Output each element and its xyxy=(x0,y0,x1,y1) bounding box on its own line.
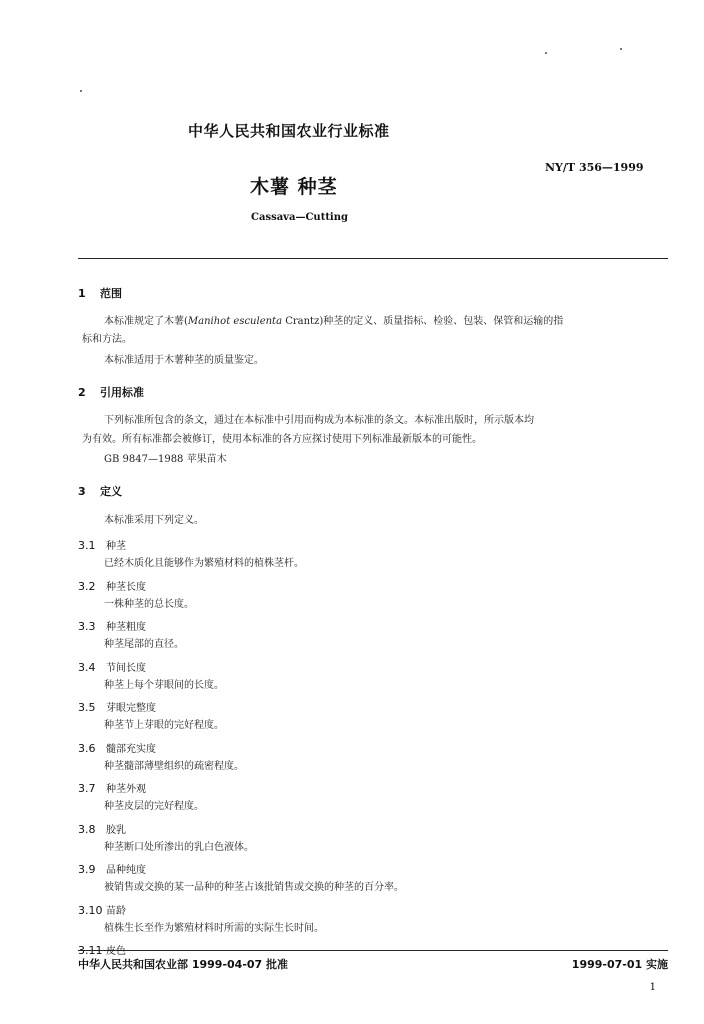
section-number: 3 xyxy=(78,485,86,498)
definition-entry xyxy=(78,575,146,594)
definition-term: 皮色 xyxy=(106,946,126,957)
definition-number: 3.6 xyxy=(78,741,96,755)
definition-body: 已经木质化且能够作为繁殖材料的植株茎杆。 xyxy=(104,558,304,569)
section-title: 引用标准 xyxy=(100,386,144,399)
definition-body: 植株生长至作为繁殖材料时所需的实际生长时间。 xyxy=(104,922,324,934)
scan-speck xyxy=(545,52,547,54)
paragraph: 本标准规定了木薯(Manihot esculenta Crantz)种茎的定义、质量指标、检验、包装、保管和运输的指 xyxy=(104,316,564,327)
standard-number: NY/T 356—1999 xyxy=(545,161,644,174)
section-number: 2 xyxy=(78,386,86,399)
definition-number: 3.9 xyxy=(78,863,96,876)
definition-number: 3.5 xyxy=(78,701,96,714)
definition-number: 3.7 xyxy=(78,782,96,795)
definition-number: 3.4 xyxy=(78,660,96,674)
issuing-organization: 中华人民共和国农业行业标准 xyxy=(188,122,390,140)
document-subtitle: Cassava—Cutting xyxy=(251,212,348,223)
section-number: 1 xyxy=(78,287,86,300)
section-heading xyxy=(78,285,122,301)
definition-entry xyxy=(78,656,146,675)
definition-term: 胶乳 xyxy=(106,824,126,836)
definition-number: 3.2 xyxy=(78,579,96,593)
paragraph: 本标准适用于木薯种茎的质量鉴定。 xyxy=(104,355,264,366)
definition-body: 种茎节上芽眼的完好程度。 xyxy=(104,720,224,731)
definition-body: 种茎髓部薄壁组织的疏密程度。 xyxy=(104,760,244,772)
definition-term: 种茎外观 xyxy=(106,784,146,795)
approval-line: 中华人民共和国农业部 1999-04-07 批准 xyxy=(78,958,289,971)
definition-term: 品种纯度 xyxy=(106,865,146,876)
definition-entry xyxy=(78,777,146,796)
implementation-date: 1999-07-01 实施 xyxy=(571,958,668,971)
definition-term: 种茎粗度 xyxy=(106,622,146,633)
definition-entry xyxy=(78,696,156,715)
definition-entry xyxy=(78,615,146,634)
paragraph-continued: 为有效。所有标准都会被修订，使用本标准的各方应探讨使用下列标准最新版本的可能性。 xyxy=(82,434,482,445)
definition-number: 3.3 xyxy=(78,620,96,633)
definition-body: 种茎皮层的完好程度。 xyxy=(104,801,204,812)
definition-body: 一株种茎的总长度。 xyxy=(104,598,194,610)
definition-number: 3.1 xyxy=(78,539,96,552)
paragraph-continued: 标和方法。 xyxy=(82,334,132,345)
header-rule xyxy=(78,258,668,259)
definition-term: 节间长度 xyxy=(106,662,146,674)
definition-entry xyxy=(78,899,126,918)
definition-term: 种茎长度 xyxy=(106,581,146,593)
definition-term: 苗龄 xyxy=(106,905,126,917)
paragraph: 本标准采用下列定义。 xyxy=(104,515,204,526)
page-number: 1 xyxy=(649,982,656,993)
scan-speck xyxy=(620,48,622,50)
section-title: 定义 xyxy=(100,485,122,498)
section-title: 范围 xyxy=(100,287,122,300)
definition-number: 3.8 xyxy=(78,822,96,836)
scan-speck xyxy=(80,90,82,92)
definition-entry xyxy=(78,818,126,837)
document-title: 木薯 种茎 xyxy=(250,176,338,198)
definition-number: 3.10 xyxy=(78,903,103,917)
definition-body: 被销售或交换的某一品种的种茎占该批销售或交换的种茎的百分率。 xyxy=(104,882,404,893)
paragraph: 下列标准所包含的条文，通过在本标准中引用而构成为本标准的条文。本标准出版时，所示版本均 xyxy=(104,415,534,426)
definition-entry xyxy=(78,737,156,756)
definition-body: 种茎上每个芽眼间的长度。 xyxy=(104,679,224,691)
definition-body: 种茎尾部的直径。 xyxy=(104,639,184,650)
definition-entry xyxy=(78,534,126,553)
definition-entry xyxy=(78,858,146,877)
definition-term: 芽眼完整度 xyxy=(106,703,156,714)
section-heading xyxy=(78,483,122,499)
definition-term: 髓部充实度 xyxy=(106,743,156,755)
definition-number: 3.11 xyxy=(78,944,103,957)
footer-rule xyxy=(78,950,668,951)
definition-body: 种茎断口处所渗出的乳白色液体。 xyxy=(104,841,254,853)
section-heading xyxy=(78,384,144,400)
reference-standard: GB 9847—1988 苹果苗木 xyxy=(104,454,227,465)
latin-name: Manihot esculenta xyxy=(187,316,283,327)
definition-term: 种茎 xyxy=(106,541,126,552)
